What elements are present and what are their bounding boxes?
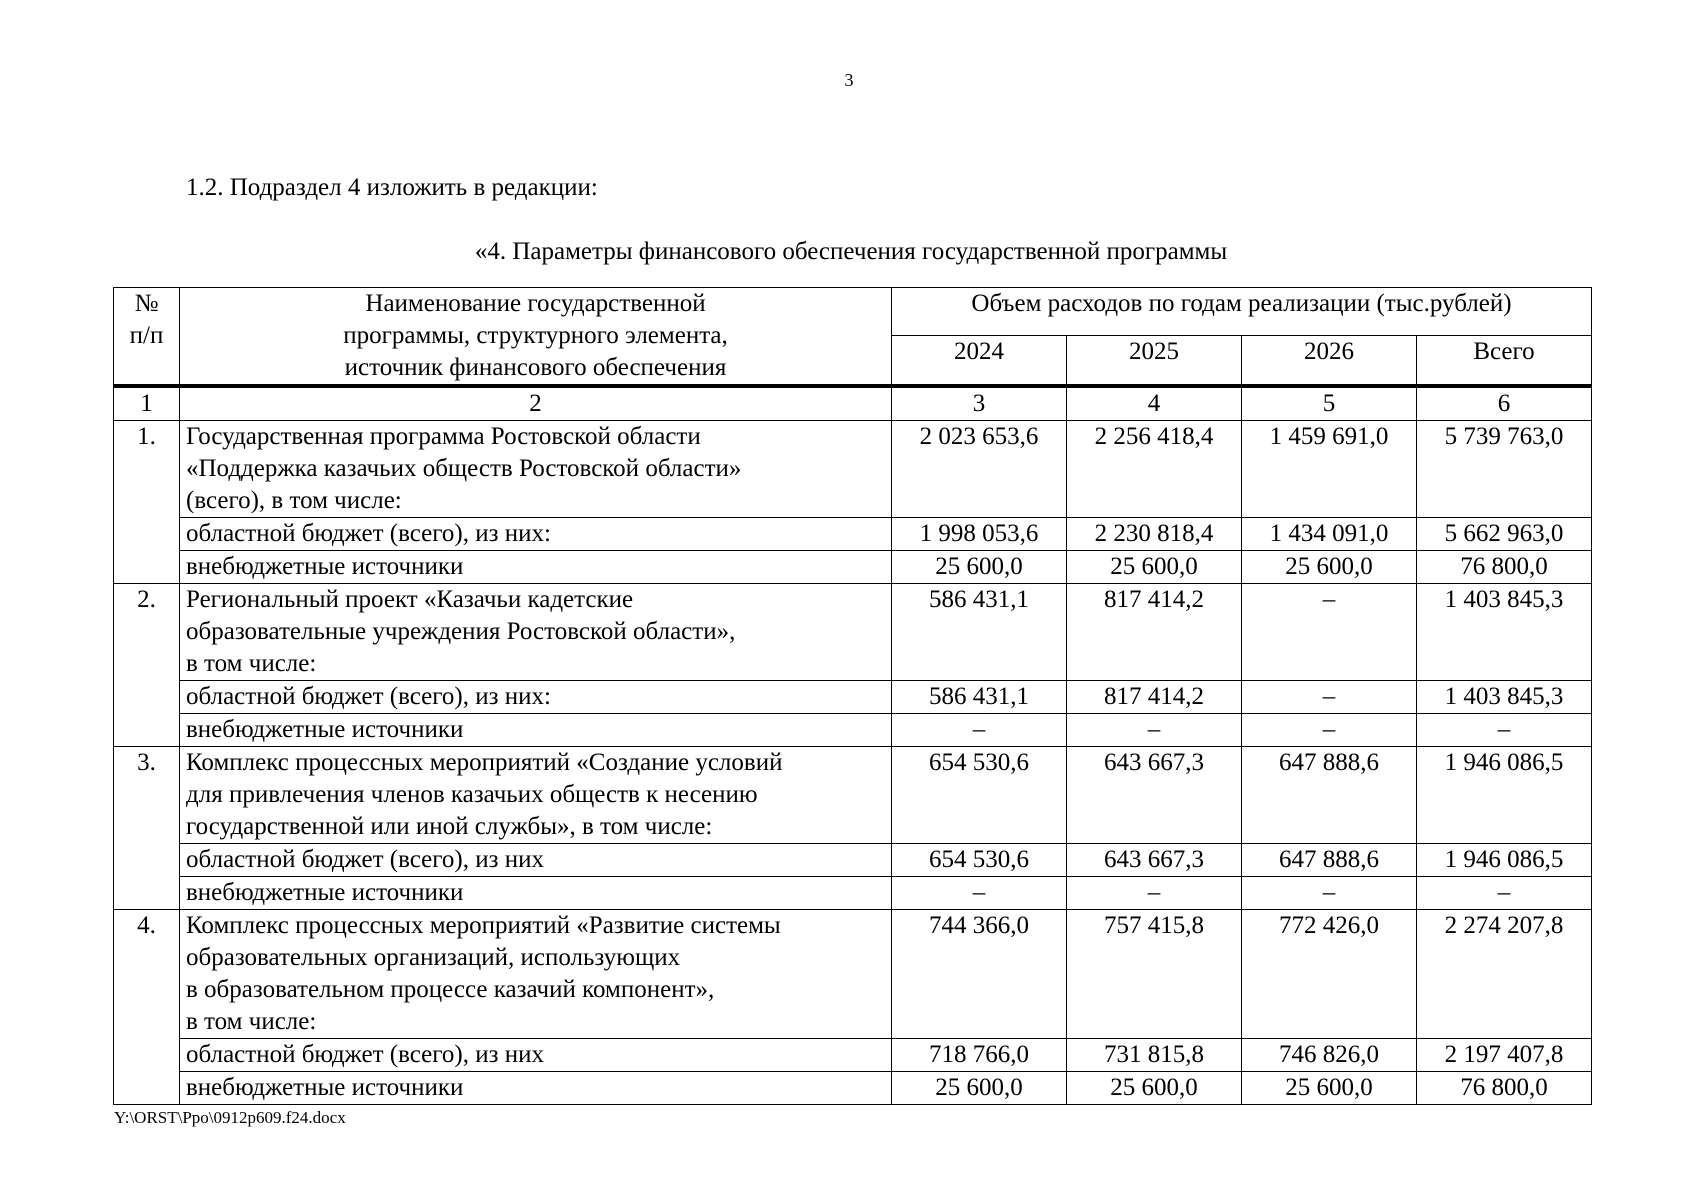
value-cell: 746 826,0 xyxy=(1242,1039,1417,1072)
value-cell: 25 600,0 xyxy=(1242,551,1417,584)
value-cell: 757 415,8 xyxy=(1067,910,1242,1039)
value-cell: 1 403 845,3 xyxy=(1417,584,1592,681)
value-cell: – xyxy=(1242,714,1417,747)
value-cell: – xyxy=(892,714,1067,747)
value-cell: – xyxy=(1242,877,1417,910)
table-row xyxy=(114,518,1592,551)
value-cell: 718 766,0 xyxy=(892,1039,1067,1072)
value-cell: – xyxy=(1417,877,1592,910)
value-cell: – xyxy=(892,877,1067,910)
value-cell: 1 998 053,6 xyxy=(892,518,1067,551)
table-row xyxy=(114,1039,1592,1072)
page-number: 3 xyxy=(844,70,854,90)
header-name: Наименование государственной программы, структурного элемента, источник финансового обеспечения xyxy=(180,288,892,387)
value-cell: 1 434 091,0 xyxy=(1242,518,1417,551)
value-cell: 586 431,1 xyxy=(892,681,1067,714)
value-cell: 643 667,3 xyxy=(1067,747,1242,844)
row-name-line: областной бюджет (всего), из них: xyxy=(186,520,551,547)
column-number: 6 xyxy=(1417,386,1592,421)
row-name-line: Региональный проект «Казачьи кадетские xyxy=(186,586,634,613)
row-name-line: образовательные учреждения Ростовской области», xyxy=(186,618,736,645)
row-name xyxy=(180,1039,892,1072)
row-name-line: в том числе: xyxy=(186,1008,317,1035)
value-cell: 817 414,2 xyxy=(1067,584,1242,681)
value-cell: 5 662 963,0 xyxy=(1417,518,1592,551)
financing-table xyxy=(113,287,1592,1105)
row-name xyxy=(180,877,892,910)
value-cell: 1 459 691,0 xyxy=(1242,421,1417,518)
row-name-line: внебюджетные источники xyxy=(186,1074,464,1101)
row-name xyxy=(180,910,892,1039)
header-year-2024: 2024 xyxy=(892,336,1067,386)
instruction-text: 1.2. Подраздел 4 изложить в редакции: xyxy=(186,174,598,201)
row-name xyxy=(180,844,892,877)
table-row xyxy=(114,584,1592,681)
value-cell: 2 230 818,4 xyxy=(1067,518,1242,551)
value-cell: 744 366,0 xyxy=(892,910,1067,1039)
row-name-line: внебюджетные источники xyxy=(186,879,464,906)
row-name xyxy=(180,584,892,681)
table-row xyxy=(114,910,1592,1039)
value-cell: 647 888,6 xyxy=(1242,844,1417,877)
row-name-line: государственной или иной службы», в том числе: xyxy=(186,813,713,840)
value-cell: 2 023 653,6 xyxy=(892,421,1067,518)
table-row xyxy=(114,421,1592,518)
value-cell: – xyxy=(1242,681,1417,714)
value-cell: – xyxy=(1067,877,1242,910)
value-cell: – xyxy=(1417,714,1592,747)
row-name-line: Комплекс процессных мероприятий «Развитие системы xyxy=(186,912,781,939)
value-cell: 25 600,0 xyxy=(892,551,1067,584)
row-name-line: областной бюджет (всего), из них xyxy=(186,846,544,873)
value-cell: 1 946 086,5 xyxy=(1417,747,1592,844)
row-name xyxy=(180,1072,892,1105)
header-year-2026: 2026 xyxy=(1242,336,1417,386)
row-number: 4. xyxy=(114,910,180,1105)
value-cell: – xyxy=(1067,714,1242,747)
table-row xyxy=(114,1072,1592,1105)
row-name-line: внебюджетные источники xyxy=(186,716,464,743)
row-name-line: образовательных организаций, использующих xyxy=(186,944,681,971)
value-cell: 1 946 086,5 xyxy=(1417,844,1592,877)
row-name xyxy=(180,551,892,584)
row-name-line: Комплекс процессных мероприятий «Создание условий xyxy=(186,749,783,776)
value-cell: 2 256 418,4 xyxy=(1067,421,1242,518)
value-cell: 654 530,6 xyxy=(892,747,1067,844)
row-name-line: в том числе: xyxy=(186,650,317,677)
row-name xyxy=(180,518,892,551)
value-cell: 5 739 763,0 xyxy=(1417,421,1592,518)
table-title: «4. Параметры финансового обеспечения государственной программы xyxy=(474,238,1228,265)
table-row xyxy=(114,877,1592,910)
value-cell: 25 600,0 xyxy=(1067,1072,1242,1105)
table-row xyxy=(114,551,1592,584)
value-cell: 643 667,3 xyxy=(1067,844,1242,877)
row-name xyxy=(180,681,892,714)
column-number: 5 xyxy=(1242,386,1417,421)
row-name-line: для привлечения членов казачьих обществ к несению xyxy=(186,781,758,808)
row-name-line: внебюджетные источники xyxy=(186,553,464,580)
row-name xyxy=(180,747,892,844)
value-cell: 76 800,0 xyxy=(1417,551,1592,584)
column-number: 4 xyxy=(1067,386,1242,421)
table-row xyxy=(114,844,1592,877)
column-number: 1 xyxy=(114,386,180,421)
row-number: 3. xyxy=(114,747,180,910)
row-number: 1. xyxy=(114,421,180,584)
row-name xyxy=(180,714,892,747)
table-row xyxy=(114,714,1592,747)
row-name-line: в образовательном процессе казачий компонент», xyxy=(186,976,715,1003)
value-cell: 25 600,0 xyxy=(892,1072,1067,1105)
row-name-line: (всего), в том числе: xyxy=(186,487,402,514)
column-number: 2 xyxy=(180,386,892,421)
row-name-line: областной бюджет (всего), из них: xyxy=(186,683,551,710)
header-number: № п/п xyxy=(114,288,180,387)
value-cell: 25 600,0 xyxy=(1067,551,1242,584)
column-number: 3 xyxy=(892,386,1067,421)
value-cell: 654 530,6 xyxy=(892,844,1067,877)
header-total: Всего xyxy=(1417,336,1592,386)
value-cell: 731 815,8 xyxy=(1067,1039,1242,1072)
row-name xyxy=(180,421,892,518)
row-name-line: Государственная программа Ростовской области xyxy=(186,423,701,450)
value-cell: 76 800,0 xyxy=(1417,1072,1592,1105)
row-number: 2. xyxy=(114,584,180,747)
value-cell: 817 414,2 xyxy=(1067,681,1242,714)
header-year-2025: 2025 xyxy=(1067,336,1242,386)
value-cell: 2 274 207,8 xyxy=(1417,910,1592,1039)
value-cell: 772 426,0 xyxy=(1242,910,1417,1039)
table-row xyxy=(114,747,1592,844)
row-name-line: областной бюджет (всего), из них xyxy=(186,1041,544,1068)
row-name-line: «Поддержка казачьих обществ Ростовской области» xyxy=(186,455,742,482)
value-cell: 647 888,6 xyxy=(1242,747,1417,844)
value-cell: – xyxy=(1242,584,1417,681)
value-cell: 1 403 845,3 xyxy=(1417,681,1592,714)
column-numbers-row xyxy=(114,386,1592,421)
value-cell: 2 197 407,8 xyxy=(1417,1039,1592,1072)
value-cell: 25 600,0 xyxy=(1242,1072,1417,1105)
value-cell: 586 431,1 xyxy=(892,584,1067,681)
header-volume: Объем расходов по годам реализации (тыс.рублей) xyxy=(892,288,1592,336)
table-row xyxy=(114,681,1592,714)
file-path-footer: Y:\ORST\Ppo\0912p609.f24.docx xyxy=(114,1108,346,1127)
